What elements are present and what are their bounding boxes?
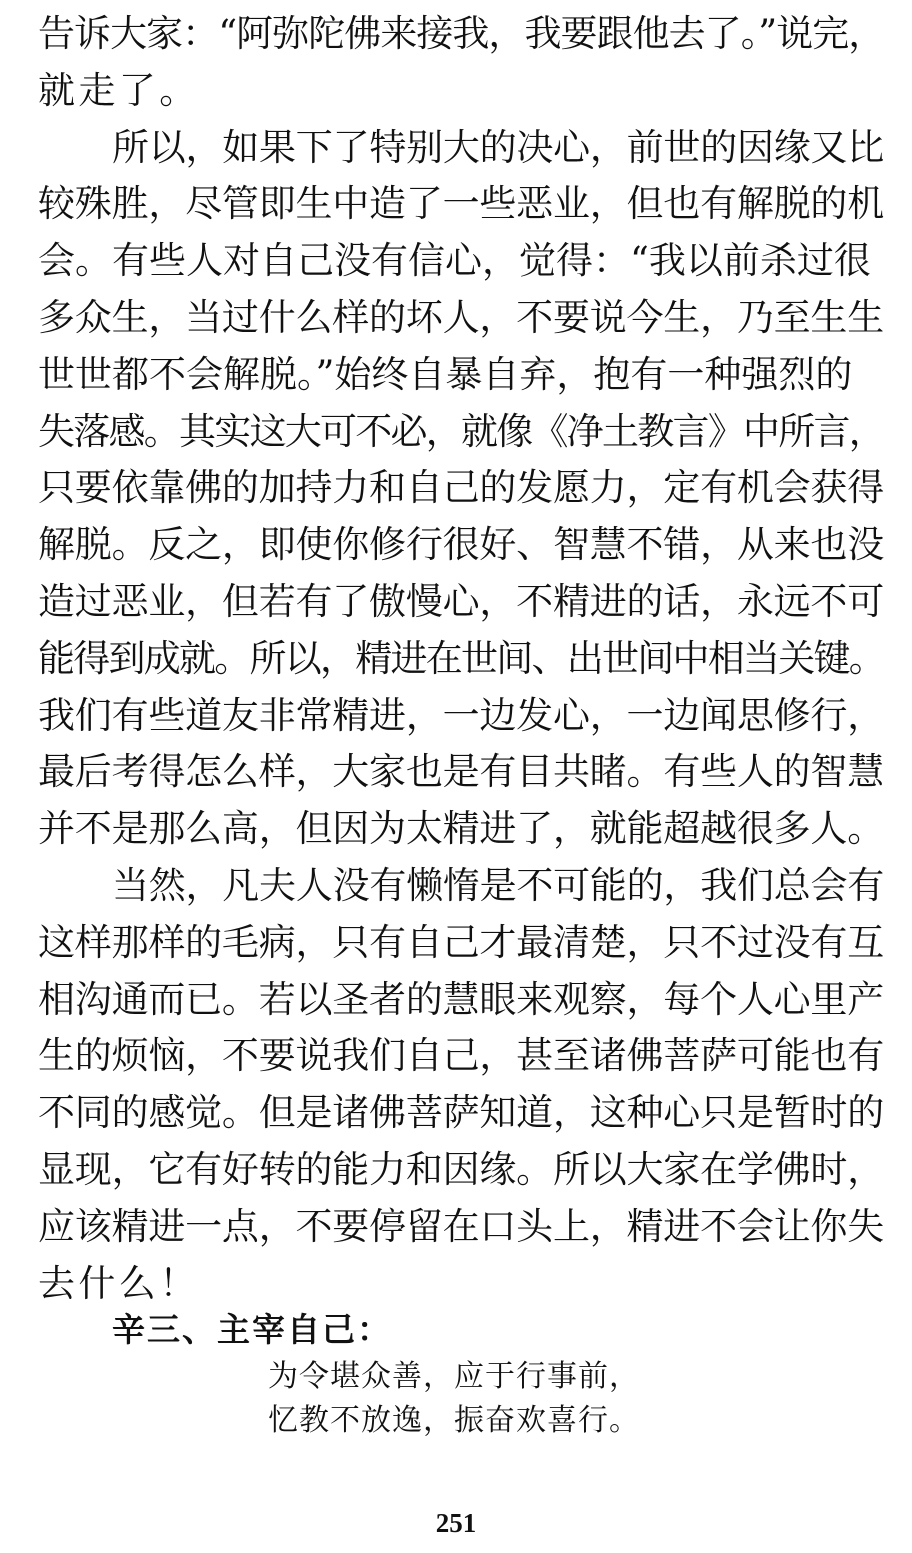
text-line: 生的烦恼，不要说我们自己，甚至诸佛菩萨可能也有 xyxy=(38,1034,884,1078)
text-line: 去什么！ xyxy=(38,1261,200,1305)
text-line: 这样那样的毛病，只有自己才最清楚，只不过没有互 xyxy=(38,920,884,964)
verse-line: 为令堪众善，应于行事前， xyxy=(268,1359,640,1394)
text-line: 应该精进一点，不要停留在口头上，精进不会让你失 xyxy=(38,1204,884,1248)
text-line: 并不是那么高，但因为太精进了，就能超越很多人。 xyxy=(38,807,884,851)
verse-block xyxy=(268,1355,640,1443)
text-line: 会。有些人对自己没有信心，觉得：“我以前杀过很 xyxy=(38,239,871,283)
text-line: 告诉大家：“阿弥陀佛来接我，我要跟他去了。”说完， xyxy=(38,12,885,55)
text-line: 世世都不会解脱。”始终自暴自弃，抱有一种强烈的 xyxy=(38,352,853,396)
page-number: 251 xyxy=(435,1508,477,1538)
section-heading: 辛三、主宰自己： xyxy=(112,1310,392,1349)
text-line: 就走了。 xyxy=(38,68,200,112)
text-line: 多众生，当过什么样的坏人，不要说今生，乃至生生 xyxy=(38,295,884,339)
text-line: 较殊胜，尽管即生中造了一些恶业，但也有解脱的机 xyxy=(38,182,884,226)
text-line: 显现，它有好转的能力和因缘。所以大家在学佛时， xyxy=(38,1147,884,1191)
text-line: 最后考得怎么样，大家也是有目共睹。有些人的智慧 xyxy=(38,750,884,794)
verse-line: 忆教不放逸，振奋欢喜行。 xyxy=(268,1403,640,1438)
body-text xyxy=(38,6,884,1312)
text-line: 失落感。其实这大可不必，就像《净土教言》中所言， xyxy=(38,409,884,453)
text-line: 当然，凡夫人没有懒惰是不可能的，我们总会有 xyxy=(112,863,884,907)
text-line: 不同的感觉。但是诸佛菩萨知道，这种心只是暂时的 xyxy=(38,1091,884,1135)
text-line: 我们有些道友非常精进，一边发心，一边闻思修行， xyxy=(38,693,884,737)
text-line: 所以，如果下了特别大的决心，前世的因缘又比 xyxy=(112,125,884,169)
text-line: 能得到成就。所以，精进在世间、出世间中相当关键。 xyxy=(38,636,884,680)
text-line: 解脱。反之，即使你修行很好、智慧不错，从来也没 xyxy=(38,523,884,567)
text-line: 造过恶业，但若有了傲慢心，不精进的话，永远不可 xyxy=(38,579,884,623)
text-line: 相沟通而已。若以圣者的慧眼来观察，每个人心里产 xyxy=(38,977,884,1021)
text-line: 只要依靠佛的加持力和自己的发愿力，定有机会获得 xyxy=(38,466,884,510)
